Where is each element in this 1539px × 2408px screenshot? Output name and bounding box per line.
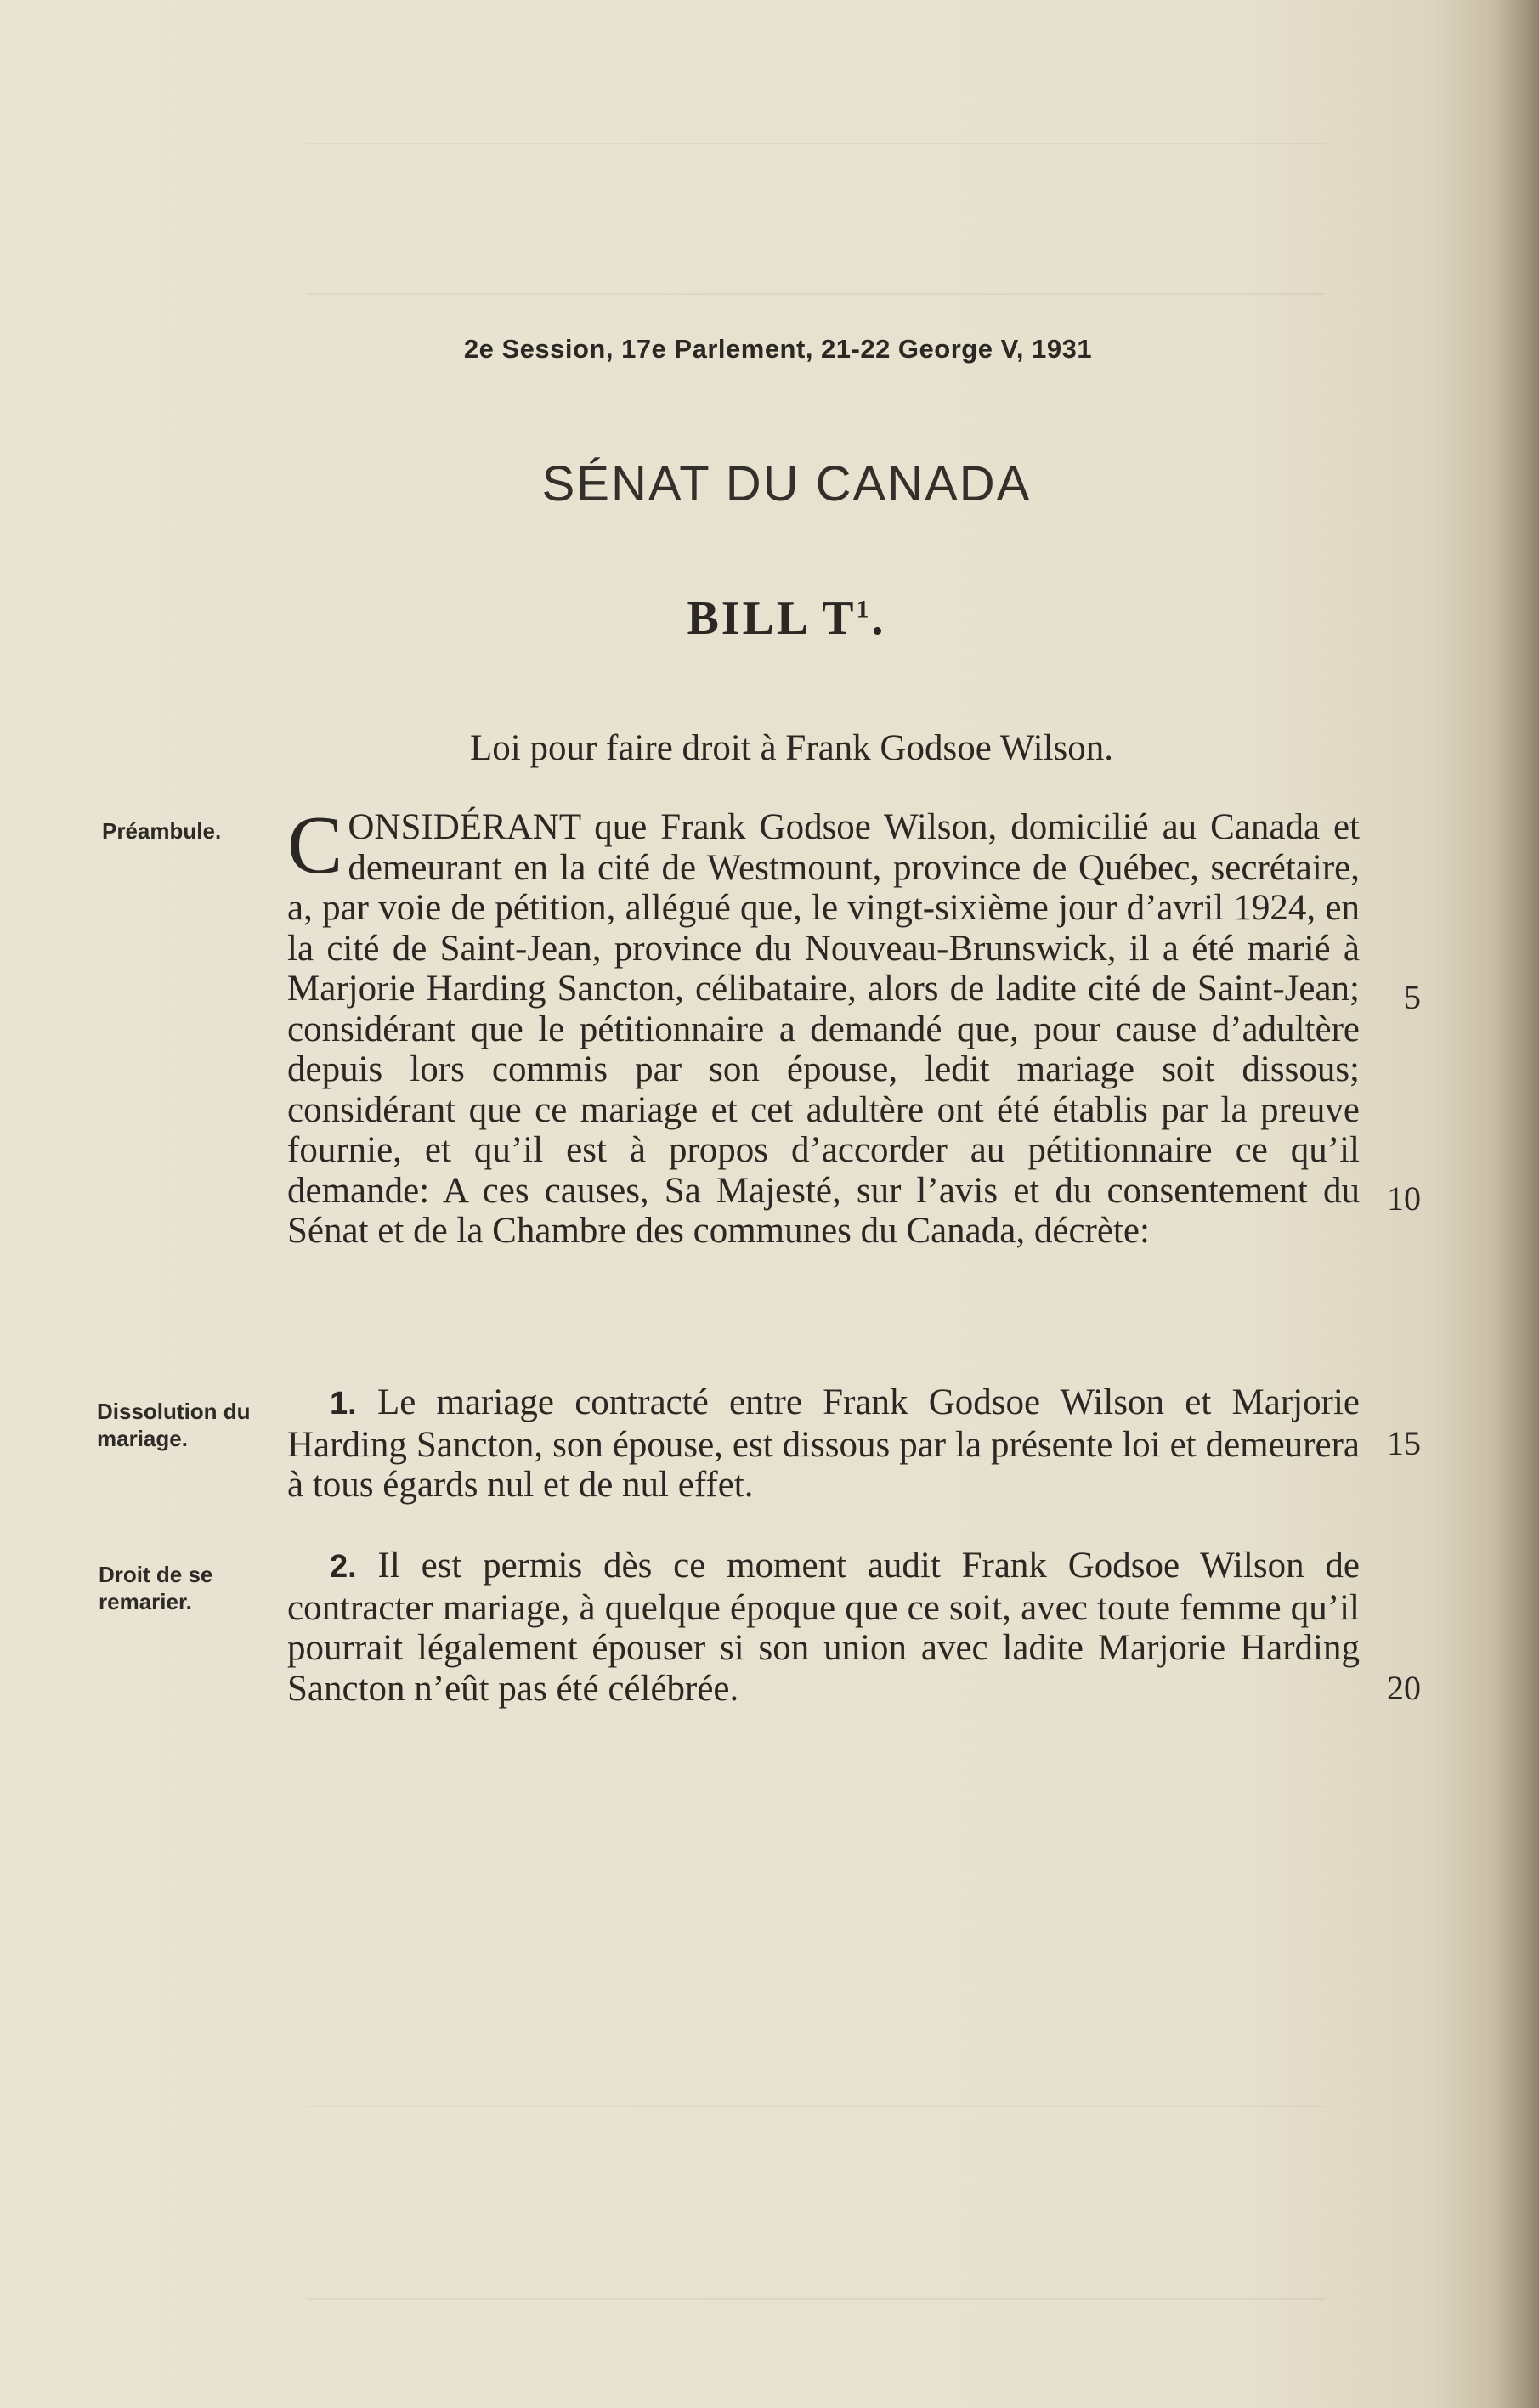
drop-cap: C	[287, 800, 343, 891]
bill-superscript: 1	[856, 595, 872, 624]
bill-suffix: .	[871, 592, 886, 645]
section-2-text: Il est permis dès ce moment audit Frank Godsoe Wilson de contracter mariage, à quelque époque que ce soit, avec toute femme qu’il pourrait légalement épouser si son union avec ladite Marjorie Harding Sancton n’eût pas été célébrée.	[287, 1546, 1361, 1709]
line-number: 10	[1387, 1179, 1421, 1218]
section-2-number: 2.	[330, 1549, 357, 1585]
bleed-through-rule	[306, 293, 1326, 295]
bill-prefix: BILL T	[687, 592, 857, 645]
section-1-number: 1.	[330, 1386, 357, 1422]
margin-note-preamble: Préambule.	[102, 818, 222, 844]
bill-long-title: Loi pour faire droit à Frank Godsoe Wilson.	[470, 728, 1113, 768]
house-title: SÉNAT DU CANADA	[541, 456, 1032, 512]
bleed-through-rule	[306, 2298, 1326, 2300]
bleed-through-rule	[306, 2106, 1326, 2107]
line-number: 15	[1387, 1424, 1421, 1462]
line-number: 20	[1387, 1669, 1421, 1707]
preamble-paragraph	[287, 800, 1360, 1252]
margin-note-dissolution: Dissolution du mariage.	[97, 1399, 251, 1451]
bill-number	[0, 591, 1539, 646]
margin-note-remarriage: Droit de se remarier.	[99, 1562, 213, 1614]
bleed-through-rule	[306, 143, 1326, 144]
session-header: 2e Session, 17e Parlement, 21-22 George V, 1931	[463, 334, 1093, 364]
section-2-paragraph	[287, 1546, 1360, 1709]
line-number: 5	[1404, 978, 1421, 1016]
section-1-paragraph	[287, 1382, 1360, 1506]
preamble-text: ONSIDÉRANT que Frank Godsoe Wilson, domicilié au Canada et demeurant en la cité de Westmount, province de Québec, secrétaire, a, par voie de pétition, allégué que, le vingt-sixième jour d’avril 1924, en la cité de Saint-Jean, province du Nouveau-Brunswick, il a été marié à Marjorie Harding Sancton, célibataire, alors de ladite cité de Saint-Jean; considérant que le pétitionnaire a demandé que, pour cause d’adultère depuis lors commis par son épouse, ledit mariage soit dissous; considérant que ce mariage et cet adultère ont été établis par la preuve fournie, et qu’il est à propos d’accorder au pétitionnaire ce qu’il demande: A ces causes, Sa Majesté, sur l’avis et du consentement du Sénat et de la Chambre des communes du Canada, décrète:	[287, 807, 1360, 1251]
section-1-text: Le mariage contracté entre Frank Godsoe Wilson et Marjorie Harding Sancton, son épouse, est dissous par la présente loi et demeurera à tous égards nul et de nul effet.	[287, 1382, 1360, 1505]
